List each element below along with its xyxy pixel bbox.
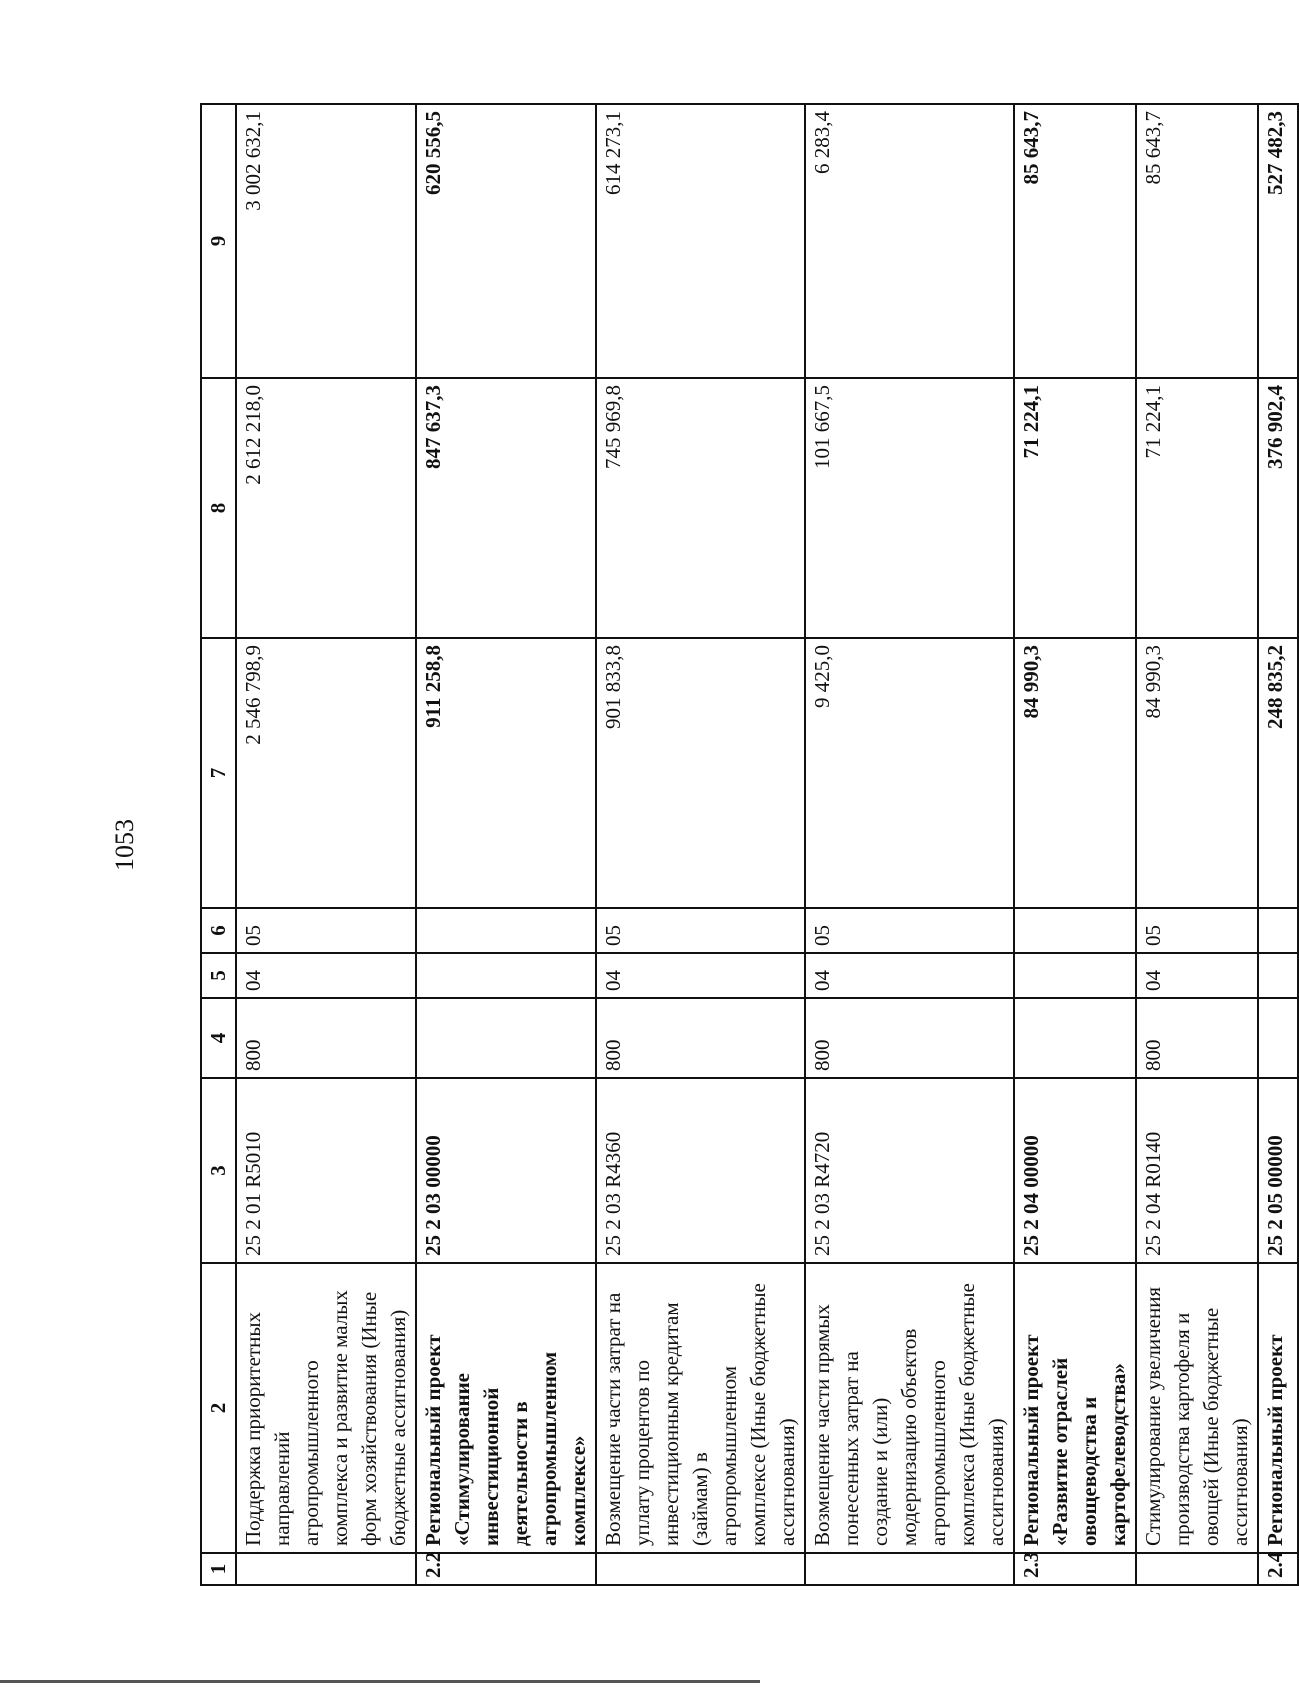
bottom-rule	[0, 1680, 760, 1683]
row-col9-cell: 527 482,3	[1258, 104, 1298, 378]
header-cell-3: 3	[201, 1078, 236, 1263]
header-cell-6: 6	[201, 908, 236, 953]
row-col7-cell: 84 990,3	[1014, 638, 1136, 908]
row-col7-cell: 901 833,8	[596, 638, 805, 908]
row-col4-cell: 800	[236, 998, 416, 1078]
row-col6-cell: 05	[236, 908, 416, 953]
row-col7-cell: 84 990,3	[1136, 638, 1258, 908]
row-code-cell: 25 2 04 00000	[1014, 1078, 1136, 1263]
row-number-cell	[805, 1553, 1014, 1585]
row-col6-cell	[1014, 908, 1136, 953]
row-col7-cell: 9 425,0	[805, 638, 1014, 908]
row-col6-cell	[416, 908, 596, 953]
row-col9-cell: 620 556,5	[416, 104, 596, 378]
row-code-cell: 25 2 05 00000	[1258, 1078, 1298, 1263]
row-name-cell: Поддержка приоритетных направлений агропромышленного комплекса и развитие малых форм хозяйствования (Иные бюджетные ассигнования)	[236, 1263, 416, 1553]
row-col9-cell: 85 643,7	[1014, 104, 1136, 378]
row-col4-cell	[416, 998, 596, 1078]
row-name-cell: Региональный проект «Развитие отраслей овощеводства и картофелеводства»	[1014, 1263, 1136, 1553]
row-col5-cell: 04	[236, 953, 416, 998]
row-col5-cell	[1258, 953, 1298, 998]
header-cell-1: 1	[201, 1553, 236, 1585]
table-row	[1258, 104, 1298, 1585]
row-col8-cell: 101 667,5	[805, 378, 1014, 638]
row-name-cell: Региональный проект «Стимулирование инвестиционной деятельности в агропромышленном комплексе»	[416, 1263, 596, 1553]
header-cell-7: 7	[201, 638, 236, 908]
row-number-cell: 2.2	[416, 1553, 596, 1585]
row-col7-cell: 248 835,2	[1258, 638, 1298, 908]
budget-table	[200, 103, 1299, 1586]
row-col9-cell: 6 283,4	[805, 104, 1014, 378]
row-col8-cell: 71 224,1	[1014, 378, 1136, 638]
table-frame	[200, 105, 1287, 1586]
row-col9-cell: 3 002 632,1	[236, 104, 416, 378]
row-col6-cell: 05	[1136, 908, 1258, 953]
header-cell-8: 8	[201, 378, 236, 638]
row-col6-cell: 05	[596, 908, 805, 953]
row-code-cell: 25 2 03 R4360	[596, 1078, 805, 1263]
row-number-cell: 2.3	[1014, 1553, 1136, 1585]
row-col5-cell	[1014, 953, 1136, 998]
table-row	[1136, 104, 1258, 1585]
row-number-cell	[596, 1553, 805, 1585]
row-name-cell: Возмещение части прямых понесенных затрат на создание и (или) модернизацию объектов агропромышленного комплекса (Иные бюджетные ассигнования)	[805, 1263, 1014, 1553]
page-number: 1053	[110, 819, 139, 871]
header-cell-2: 2	[201, 1263, 236, 1553]
table-row	[1014, 104, 1136, 1585]
table-row	[236, 104, 416, 1585]
row-col7-cell: 2 546 798,9	[236, 638, 416, 908]
row-col9-cell: 85 643,7	[1136, 104, 1258, 378]
row-col5-cell	[416, 953, 596, 998]
row-name-cell: Стимулирование увеличения производства картофеля и овощей (Иные бюджетные ассигнования)	[1136, 1263, 1258, 1553]
header-cell-9: 9	[201, 104, 236, 378]
row-col5-cell: 04	[805, 953, 1014, 998]
row-col4-cell: 800	[596, 998, 805, 1078]
row-col8-cell: 745 969,8	[596, 378, 805, 638]
row-col4-cell	[1258, 998, 1298, 1078]
row-number-cell	[236, 1553, 416, 1585]
row-col8-cell: 376 902,4	[1258, 378, 1298, 638]
header-row	[201, 104, 236, 1585]
row-col9-cell: 614 273,1	[596, 104, 805, 378]
row-col8-cell: 2 612 218,0	[236, 378, 416, 638]
row-col8-cell: 847 637,3	[416, 378, 596, 638]
row-code-cell: 25 2 01 R5010	[236, 1078, 416, 1263]
row-col5-cell: 04	[1136, 953, 1258, 998]
rotated-table-container	[200, 105, 1287, 1586]
table-body	[236, 104, 1298, 1585]
row-col7-cell: 911 258,8	[416, 638, 596, 908]
table-row	[596, 104, 805, 1585]
row-code-cell: 25 2 03 R4720	[805, 1078, 1014, 1263]
table-row	[416, 104, 596, 1585]
header-cell-4: 4	[201, 998, 236, 1078]
row-col5-cell: 04	[596, 953, 805, 998]
row-col4-cell: 800	[1136, 998, 1258, 1078]
row-col6-cell	[1258, 908, 1298, 953]
row-code-cell: 25 2 03 00000	[416, 1078, 596, 1263]
row-col4-cell	[1014, 998, 1136, 1078]
row-col4-cell: 800	[805, 998, 1014, 1078]
row-col8-cell: 71 224,1	[1136, 378, 1258, 638]
header-cell-5: 5	[201, 953, 236, 998]
row-number-cell	[1136, 1553, 1258, 1585]
row-name-cell: Региональный проект	[1258, 1263, 1298, 1553]
table-row	[805, 104, 1014, 1585]
row-code-cell: 25 2 04 R0140	[1136, 1078, 1258, 1263]
row-name-cell: Возмещение части затрат на уплату процентов по инвестиционным кредитам (займам) в агропромышленном комплексе (Иные бюджетные ассигнования)	[596, 1263, 805, 1553]
row-number-cell: 2.4	[1258, 1553, 1298, 1585]
row-col6-cell: 05	[805, 908, 1014, 953]
